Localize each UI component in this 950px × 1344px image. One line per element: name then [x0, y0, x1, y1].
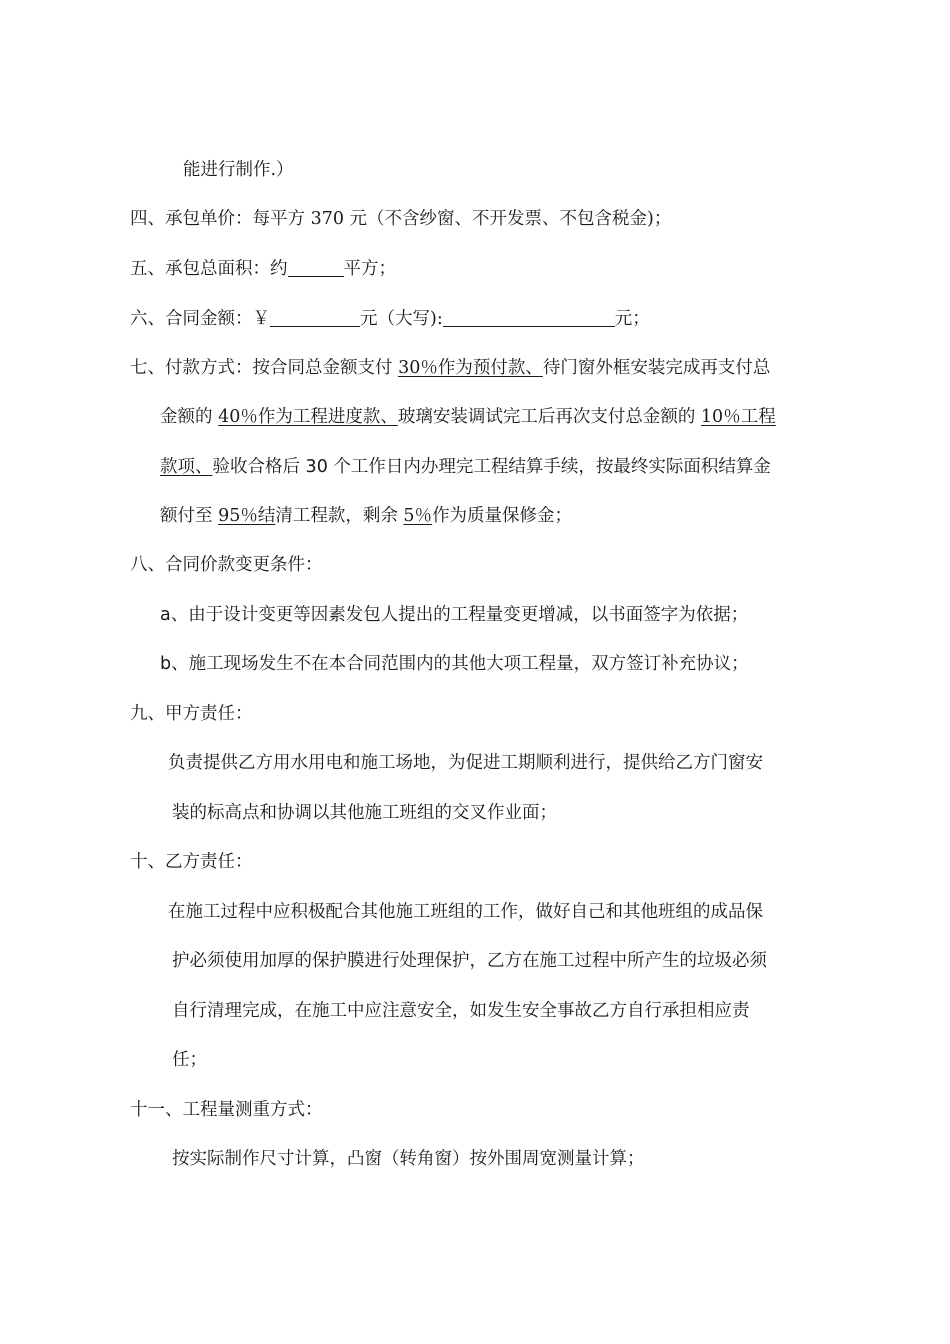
clause7-line1: 七、付款方式：按合同总金额支付 30％作为预付款、待门窗外框安装完成再支付总	[130, 358, 771, 378]
clause10-line3: 自行清理完成，在施工中应注意安全，如发生安全事故乙方自行承担相应责	[172, 1001, 750, 1021]
area-blank[interactable]	[288, 258, 344, 277]
clause8-item-a: a、由于设计变更等因素发包人提出的工程量变更增减，以书面签字为依据；	[160, 605, 749, 625]
clause6-heading: 六、合同	[130, 309, 200, 329]
amount-blank[interactable]	[270, 308, 360, 327]
clause5-heading: 五、承包总面积：	[130, 259, 270, 279]
clause10-line1: 在施工过程中应积极配合其他施工班组的工作，做好自己和其他班组的成品保	[168, 902, 763, 922]
clause5-total-area: 五、承包总面积：约 平方；	[130, 259, 396, 279]
clause9-heading: 九、甲方责任：	[130, 704, 253, 724]
clause10-heading: 十、乙方责任：	[130, 852, 253, 872]
clause11-line1: 按实际制作尺寸计算，凸窗（转角窗）按外围周宽测量计算；	[172, 1149, 645, 1169]
clause6-contract-amount: 六、合同金额：￥ 元（大写): 元；	[130, 309, 650, 329]
clause4-unit-price	[130, 207, 671, 231]
amount-words-blank[interactable]	[443, 308, 615, 327]
clause7-line2: 金额的 40％作为工程进度款、玻璃安装调试完工后再次支付总金额的 10％工程	[160, 407, 776, 427]
clause4-text: 每平方 370 元（不含纱窗、不开发票、不包含税金)；	[252, 209, 672, 229]
clause10-line4: 任；	[172, 1050, 207, 1070]
clause9-line2: 装的标高点和协调以其他施工班组的交叉作业面；	[172, 803, 557, 823]
clause11-heading: 十一、工程量测重方式：	[130, 1100, 323, 1120]
clause10-line2: 护必须使用加厚的保护膜进行处理保护，乙方在施工过程中所产生的垃圾必须	[172, 951, 767, 971]
clause9-line1: 负责提供乙方用水用电和施工场地，为促进工期顺利进行，提供给乙方门窗安	[168, 753, 763, 773]
clause7-heading: 七、付款方式：	[130, 358, 253, 378]
clause8-heading: 八、合同价款变更条件：	[130, 555, 323, 575]
clause4-heading: 四、承包单价：	[130, 209, 253, 229]
clause7-line4: 额付至 95％结清工程款，剩余 5％作为质量保修金；	[160, 506, 573, 526]
clause3-tail: 能进行制作.）	[183, 160, 294, 180]
clause7-line3: 款项、验收合格后 30 个工作日内办理完工程结算手续，按最终实际面积结算金	[160, 457, 771, 477]
clause8-item-b: b、施工现场发生不在本合同范围内的其他大项工程量，双方签订补充协议；	[160, 654, 749, 674]
